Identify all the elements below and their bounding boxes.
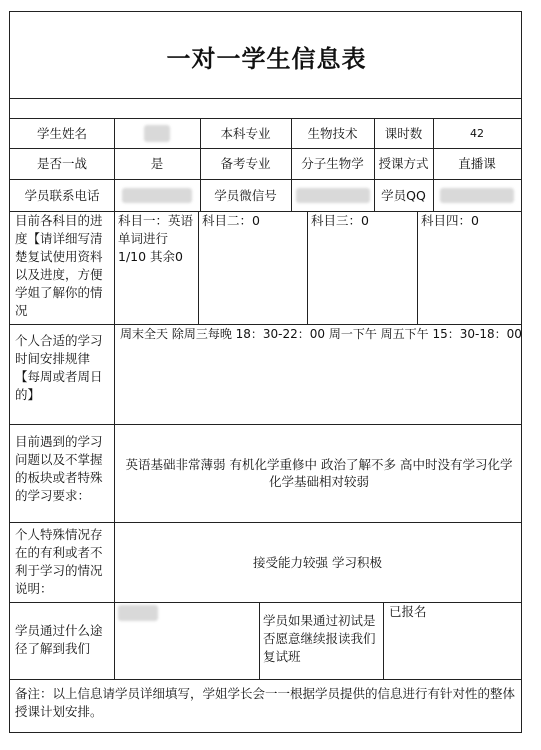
student-name-value bbox=[114, 118, 200, 148]
subject3-progress: 科目三：0 bbox=[311, 213, 369, 228]
divider bbox=[383, 602, 384, 679]
special-label: 个人特殊情况存在的有利或者不利于学习的情况说明： bbox=[15, 527, 103, 596]
first-try-value: 是 bbox=[150, 156, 164, 171]
teaching-mode-label: 授课方式 bbox=[378, 156, 429, 171]
redacted-source bbox=[118, 605, 158, 621]
source-label: 学员通过什么途径了解到我们 bbox=[15, 623, 103, 656]
divider bbox=[114, 211, 115, 679]
major-label: 本科专业 bbox=[220, 125, 271, 141]
problems-label: 目前遇到的学习问题以及不掌握的板块或者特殊的学习要求： bbox=[15, 434, 103, 503]
problems-value: 英语基础非常薄弱 有机化学重修中 政治了解不多 高中时没有学习化学 化学基础相对较弱 bbox=[125, 457, 513, 489]
redacted-name bbox=[144, 125, 170, 142]
redacted-wechat bbox=[296, 188, 370, 203]
progress-label: 目前各科目的进度【请详细写清楚复试使用资料以及进度，方便学姐了解你的情况 bbox=[15, 213, 103, 318]
hours-value: 42 bbox=[470, 126, 484, 140]
student-name-label: 学生姓名 bbox=[36, 125, 87, 141]
phone-value bbox=[114, 179, 200, 211]
phone-label: 学员联系电话 bbox=[24, 187, 100, 203]
divider bbox=[417, 211, 418, 324]
first-try-label: 是否一战 bbox=[36, 156, 87, 171]
teaching-mode-value: 直播课 bbox=[458, 156, 496, 171]
source-value bbox=[118, 605, 158, 625]
redacted-qq bbox=[440, 188, 514, 203]
qq-label: 学员QQ bbox=[381, 187, 426, 203]
divider bbox=[10, 98, 521, 99]
redacted-phone bbox=[122, 188, 192, 203]
hours-label: 课时数 bbox=[384, 125, 423, 141]
special-value: 接受能力较强 学习积极 bbox=[253, 554, 382, 570]
student-info-form bbox=[9, 11, 522, 733]
target-major-label: 备考专业 bbox=[220, 156, 271, 171]
continue-label: 学员如果通过初试是否愿意继续报读我们复试班 bbox=[263, 613, 376, 664]
subject1-progress: 科目一：英语单词进行1/10 其余0 bbox=[118, 213, 194, 264]
schedule-value: 周末全天 除周三每晚 18：30-22：00 周一下午 周五下午 15：30-18：00 bbox=[120, 327, 522, 341]
major-value: 生物技术 bbox=[307, 125, 358, 141]
divider bbox=[307, 211, 308, 324]
target-major-value: 分子生物学 bbox=[301, 156, 364, 171]
divider bbox=[198, 211, 199, 324]
subject2-progress: 科目二：0 bbox=[202, 213, 260, 228]
schedule-label: 个人合适的学习时间安排规律【每周或者周日的】 bbox=[15, 333, 103, 402]
wechat-value bbox=[291, 179, 374, 211]
continue-value: 已报名 bbox=[389, 604, 427, 619]
wechat-label: 学员微信号 bbox=[214, 187, 277, 203]
subject4-progress: 科目四：0 bbox=[421, 213, 479, 228]
form-title: 一对一学生信息表 bbox=[166, 43, 367, 73]
divider bbox=[259, 602, 260, 679]
qq-value bbox=[433, 179, 521, 211]
divider bbox=[10, 679, 521, 680]
note-text: 备注：以上信息请学员详细填写，学姐学长会一一根据学员提供的信息进行有针对性的整体授课计划安排。 bbox=[15, 686, 516, 719]
